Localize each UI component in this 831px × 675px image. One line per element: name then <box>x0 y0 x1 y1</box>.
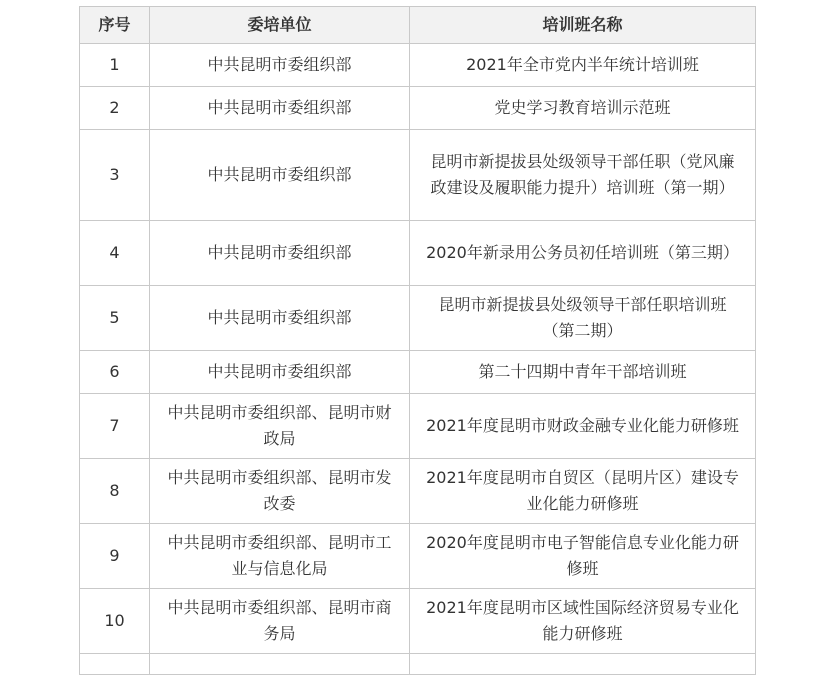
row-unit: 中共昆明市委组织部、昆明市工业与信息化局 <box>150 524 410 589</box>
training-table-container <box>79 6 755 675</box>
row-class-name: 2021年全市党内半年统计培训班 <box>410 44 756 87</box>
row-class-name: 2020年新录用公务员初任培训班（第三期） <box>410 221 756 286</box>
row-unit: 中共昆明市委组织部、昆明市财政局 <box>150 394 410 459</box>
row-unit: 中共昆明市委组织部 <box>150 221 410 286</box>
table-row <box>80 351 756 394</box>
row-number: 7 <box>80 394 150 459</box>
table-row <box>80 459 756 524</box>
row-unit: 中共昆明市委组织部 <box>150 286 410 351</box>
row-number: 4 <box>80 221 150 286</box>
row-unit: 中共昆明市委组织部 <box>150 87 410 130</box>
table-row <box>80 589 756 654</box>
row-unit: 中共昆明市委组织部、昆明市发改委 <box>150 459 410 524</box>
row-unit: 中共昆明市委组织部 <box>150 44 410 87</box>
row-number: 1 <box>80 44 150 87</box>
row-class-name: 2021年度昆明市区域性国际经济贸易专业化能力研修班 <box>410 589 756 654</box>
table-row <box>80 44 756 87</box>
row-class-name: 昆明市新提拔县处级领导干部任职培训班（第二期） <box>410 286 756 351</box>
row-class-name: 党史学习教育培训示范班 <box>410 87 756 130</box>
row-class-name: 2020年度昆明市电子智能信息专业化能力研修班 <box>410 524 756 589</box>
row-number <box>80 654 150 675</box>
row-number: 6 <box>80 351 150 394</box>
table-row <box>80 394 756 459</box>
table-header-row <box>80 7 756 44</box>
header-number: 序号 <box>80 7 150 44</box>
row-unit: 中共昆明市委组织部 <box>150 351 410 394</box>
row-class-name: 第二十四期中青年干部培训班 <box>410 351 756 394</box>
row-unit: 中共昆明市委组织部 <box>150 130 410 221</box>
row-class-name: 2021年度昆明市自贸区（昆明片区）建设专业化能力研修班 <box>410 459 756 524</box>
training-class-table <box>79 6 756 675</box>
table-row-partial <box>80 654 756 675</box>
table-row <box>80 130 756 221</box>
row-number: 9 <box>80 524 150 589</box>
table-row <box>80 87 756 130</box>
table-row <box>80 524 756 589</box>
row-number: 3 <box>80 130 150 221</box>
header-unit: 委培单位 <box>150 7 410 44</box>
row-unit: 中共昆明市委组织部、昆明市商务局 <box>150 589 410 654</box>
row-number: 8 <box>80 459 150 524</box>
row-unit <box>150 654 410 675</box>
row-class-name <box>410 654 756 675</box>
row-class-name: 昆明市新提拔县处级领导干部任职（党风廉政建设及履职能力提升）培训班（第一期） <box>410 130 756 221</box>
row-number: 5 <box>80 286 150 351</box>
table-row <box>80 286 756 351</box>
row-class-name: 2021年度昆明市财政金融专业化能力研修班 <box>410 394 756 459</box>
row-number: 10 <box>80 589 150 654</box>
header-class-name: 培训班名称 <box>410 7 756 44</box>
row-number: 2 <box>80 87 150 130</box>
table-row <box>80 221 756 286</box>
